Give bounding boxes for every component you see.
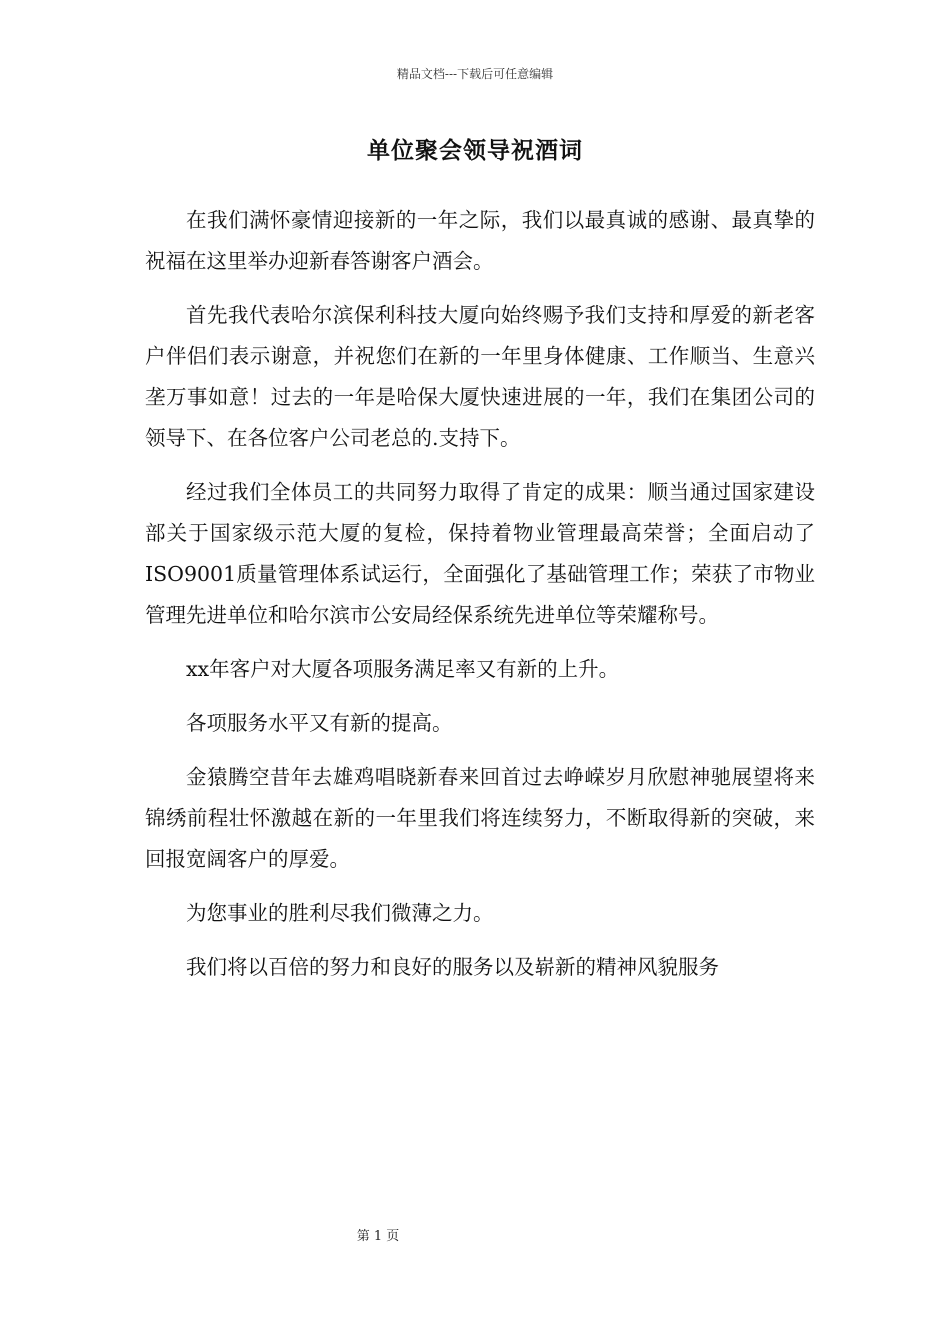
page-header: 精品文档---下载后可任意编辑 [396,67,554,81]
paragraph: 在我们满怀豪情迎接新的一年之际，我们以最真诚的感谢、最真挚的祝福在这里举办迎新春答谢客户酒会。 [145,208,815,273]
document-title: 单位聚会领导祝酒词 [367,137,583,164]
paragraph: 首先我代表哈尔滨保利科技大厦向始终赐予我们支持和厚爱的新老客户伴侣们表示谢意，并祝您们在新的一年里身体健康、工作顺当、生意兴垄万事如意！过去的一年是哈保大厦快速进展的一年，我们在集团公司的领导下、在各位客户公司老总的.支持下。 [145,303,815,450]
paragraph: 为您事业的胜利尽我们微薄之力。 [186,901,494,925]
paragraph: 我们将以百倍的努力和良好的服务以及崭新的精神风貌服务 [186,955,719,979]
paragraph: 经过我们全体员工的共同努力取得了肯定的成果：顺当通过国家建设部关于国家级示范大厦的复检，保持着物业管理最高荣誉；全面启动了ISO9001质量管理体系试运行，全面强化了基础管理工作；荣获了市物业管理先进单位和哈尔滨市公安局经保系统先进单位等荣耀称号。 [145,480,815,627]
paragraph: xx年客户对大厦各项服务满足率又有新的上升。 [186,657,620,681]
document-body [145,200,815,1001]
paragraph: 各项服务水平又有新的提高。 [186,711,453,735]
page-number: 第 1 页 [356,1229,400,1244]
paragraph: 金猿腾空昔年去雄鸡唱晓新春来回首过去峥嵘岁月欣慰神驰展望将来锦绣前程壮怀激越在新的一年里我们将连续努力，不断取得新的突破，来回报宽阔客户的厚爱。 [145,765,815,871]
